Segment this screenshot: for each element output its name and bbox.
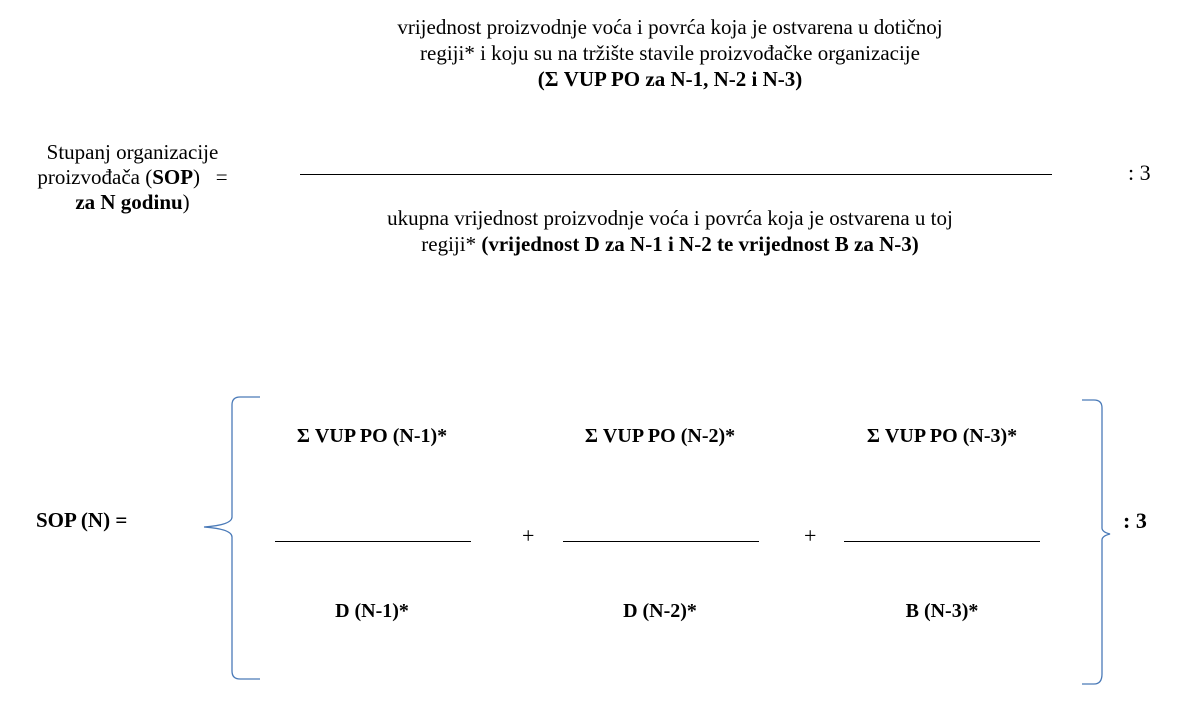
plus-sign-1: + [522,523,535,548]
definition-divide-by-three: : 3 [1128,160,1151,185]
lhs-line-2: proizvođača (SOP) = [37,165,228,189]
plus-sign-2: + [804,523,817,548]
equals-sign: = [215,165,228,189]
formula-lhs: SOP (N) = [36,508,128,532]
term-1-denominator: D (N-1)* [335,600,409,622]
term-2-denominator: D (N-2)* [623,600,697,622]
term-3-denominator: B (N-3)* [905,600,979,622]
numerator-line-2: regiji* i koju su na tržište stavile proizvođačke organizacije [420,41,920,65]
definition-numerator [300,14,1040,92]
denominator-line-1: ukupna vrijednost proizvodnje voća i povrća koja je ostvarena u toj [387,206,953,230]
definition-denominator [300,205,1040,257]
term-2-numerator: Σ VUP PO (N-2)* [584,425,736,447]
term-2-fraction-rule [563,541,759,542]
numerator-line-3: (Σ VUP PO za N-1, N-2 i N-3) [537,67,803,91]
definition-fraction-rule [300,174,1052,175]
left-brace [200,395,270,685]
lhs-line-1: Stupanj organizacije [46,140,219,164]
lhs-line-3: za N godinu) [75,190,190,214]
term-1-numerator: Σ VUP PO (N-1)* [296,425,448,447]
term-1-fraction-rule [275,541,471,542]
definition-lhs [0,140,265,215]
formula-divide-by-three: : 3 [1123,508,1147,533]
term-3-numerator: Σ VUP PO (N-3)* [866,425,1018,447]
denominator-line-2: regiji* (vrijednost D za N-1 i N-2 te vrijednost B za N-3) [421,232,919,256]
right-brace [1080,398,1130,688]
numerator-line-1: vrijednost proizvodnje voća i povrća koja je ostvarena u dotičnoj [397,15,943,39]
term-3-fraction-rule [844,541,1040,542]
